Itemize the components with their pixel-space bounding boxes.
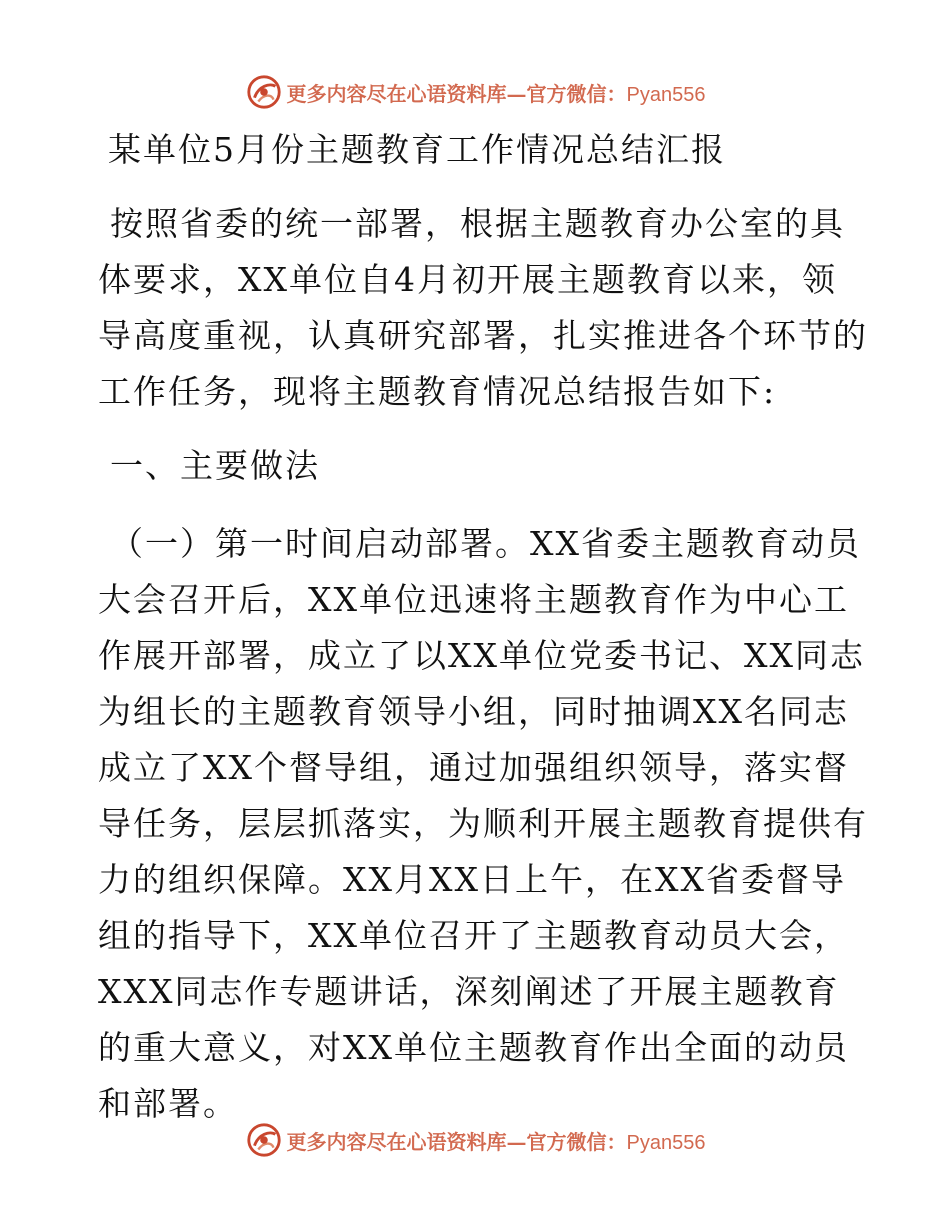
- header-watermark-banner: [0, 72, 950, 112]
- document-title: 某单位5月份主题教育工作情况总结汇报: [108, 130, 726, 169]
- footer-watermark-banner: [0, 1120, 950, 1160]
- red-curved-logo-icon: [245, 1121, 283, 1159]
- section-heading: 一、主要做法: [110, 446, 320, 485]
- red-curved-logo-icon: [245, 73, 283, 111]
- watermark-text: 更多内容尽在心语资料库—官方微信：Pyan556: [286, 81, 706, 106]
- watermark-text: 更多内容尽在心语资料库—官方微信：Pyan556: [286, 1129, 706, 1154]
- intro-paragraph: 按照省委的统一部署，根据主题教育办公室的具体要求，XX单位自4月初开展主题教育以来，领导高度重视，认真研究部署，扎实推进各个环节的工作任务，现将主题教育情况总结报告如下:: [98, 204, 868, 411]
- document-body: [98, 122, 868, 1132]
- section-paragraph: （一）第一时间启动部署。XX省委主题教育动员大会召开后，XX单位迅速将主题教育作为中心工作展开部署，成立了以XX单位党委书记、XX同志为组长的主题教育领导小组，同时抽调XX名同志成立了XX个督导组，通过加强组织领导，落实督导任务，层层抓落实，为顺利开展主题教育提供有力的组织保障。XX月XX日上午，在XX省委督导组的指导下，XX单位召开了主题教育动员大会，XXX同志作专题讲话，深刻阐述了开展主题教育的重大意义，对XX单位主题教育作出全面的动员和部署。: [98, 524, 868, 1123]
